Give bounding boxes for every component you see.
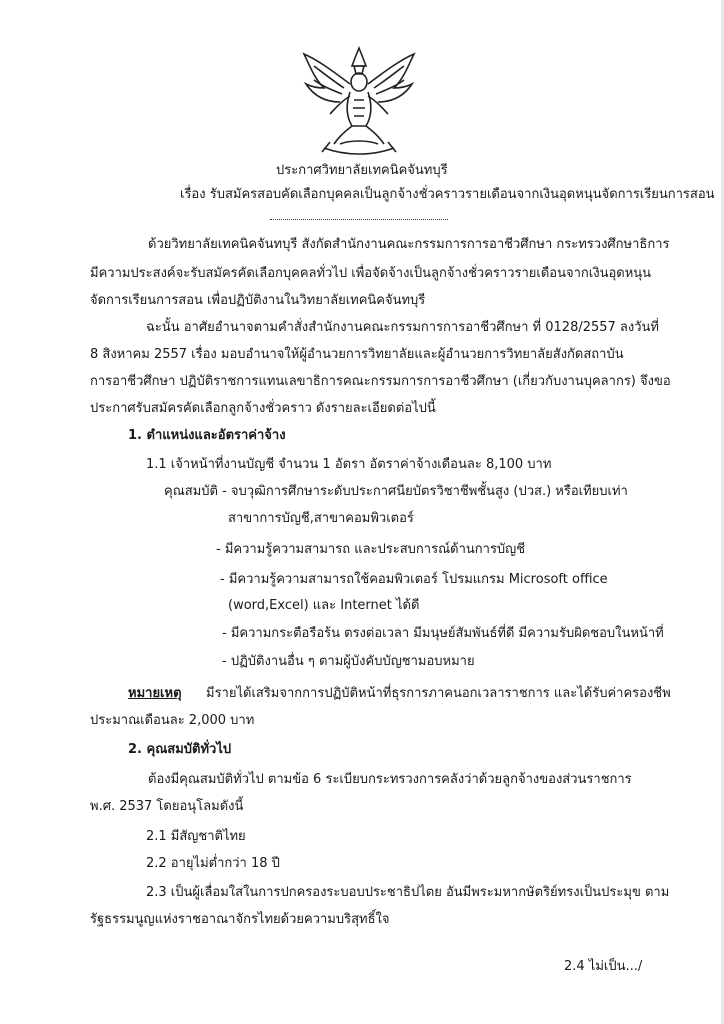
continuation-text: 2.4 ไม่เป็น.../ — [564, 959, 643, 974]
general-line-2: พ.ศ. 2537 โดยอนุโลมดังนี้ — [90, 799, 244, 814]
qualification-line-1: คุณสมบัติ - จบวุฒิการศึกษาระดับประกาศนียบัตรวิชาชีพชั้นสูง (ปวส.) หรือเทียบเท่า — [164, 484, 628, 499]
note-line-1: มีรายได้เสริมจากการปฏิบัติหน้าที่ธุรการภาคนอกเวลาราชการ และได้รับค่าครองชีพ — [206, 686, 671, 701]
para1-line-2: มีความประสงค์จะรับสมัครคัดเลือกบุคคลทั่วไป เพื่อจัดจ้างเป็นลูกจ้างชั่วคราวรายเดือนจากเงินอุดหนุน — [90, 266, 652, 281]
item-2-3-line-1: 2.3 เป็นผู้เลื่อมใสในการปกครองระบอบประชาธิปไตย อันมีพระมหากษัตริย์ทรงเป็นประมุข ตาม — [146, 885, 670, 900]
qualification-line-3: - มีความรู้ความสามารถ และประสบการณ์ด้านการบัญชี — [216, 542, 526, 557]
section1-heading: 1. ตำแหน่งและอัตราค่าจ้าง — [128, 428, 286, 443]
title-divider — [270, 219, 448, 220]
item-2-1: 2.1 มีสัญชาติไทย — [146, 829, 246, 844]
garuda-emblem-icon — [300, 44, 418, 156]
qualification-line-4: - มีความรู้ความสามารถใช้คอมพิวเตอร์ โปรมแกรม Microsoft office — [220, 572, 608, 587]
para2-line-2: 8 สิงหาคม 2557 เรื่อง มอบอำนาจให้ผู้อำนวยการวิทยาลัยและผู้อำนวยการวิทยาลัยสังกัดสถาบัน — [90, 347, 624, 362]
qualification-line-2: สาขาการบัญชี,สาขาคอมพิวเตอร์ — [228, 511, 414, 526]
para2-line-1: ฉะนั้น อาศัยอำนาจตามคำสั่งสำนักงานคณะกรรมการการอาชีวศึกษา ที่ 0128/2557 ลงวันที่ — [146, 320, 660, 335]
qualification-line-6: - มีความกระตือรือร้น ตรงต่อเวลา มีมนุษย์สัมพันธ์ที่ดี มีความรับผิดชอบในหน้าที่ — [222, 626, 664, 641]
subject-line: เรื่อง รับสมัครสอบคัดเลือกบุคคลเป็นลูกจ้างชั่วคราวรายเดือนจากเงินอุดหนุนจัดการเรียนการสอน — [180, 187, 715, 202]
para1-line-1: ด้วยวิทยาลัยเทคนิคจันทบุรี สังกัดสำนักงานคณะกรรมการการอาชีวศึกษา กระทรวงศึกษาธิการ — [148, 237, 670, 252]
item-2-2: 2.2 อายุไม่ต่ำกว่า 18 ปี — [146, 856, 280, 871]
general-line-1: ต้องมีคุณสมบัติทั่วไป ตามข้อ 6 ระเบียบกระทรวงการคลังว่าด้วยลูกจ้างของส่วนราชการ — [148, 772, 632, 787]
para1-line-3: จัดการเรียนการสอน เพื่อปฏิบัติงานในวิทยาลัยเทคนิคจันทบุรี — [90, 293, 426, 308]
qualification-line-7: - ปฏิบัติงานอื่น ๆ ตามผู้บังคับบัญชามอบหมาย — [222, 654, 475, 669]
section2-heading: 2. คุณสมบัติทั่วไป — [128, 742, 232, 757]
para2-line-3: การอาชีวศึกษา ปฏิบัติราชการแทนเลขาธิการคณะกรรมการการอาชีวศึกษา (เกี่ยวกับงานบุคลากร) จึงขอ — [90, 374, 671, 389]
position-line: 1.1 เจ้าหน้าที่งานบัญชี จำนวน 1 อัตรา อัตราค่าจ้างเดือนละ 8,100 บาท — [146, 457, 552, 472]
item-2-3-line-2: รัฐธรรมนูญแห่งราชอาณาจักรไทยด้วยความบริสุทธิ์ใจ — [90, 912, 390, 927]
para2-line-4: ประกาศรับสมัครคัดเลือกลูกจ้างชั่วคราว ดังรายละเอียดต่อไปนี้ — [90, 401, 436, 416]
header-title: ประกาศวิทยาลัยเทคนิคจันทบุรี — [276, 163, 448, 178]
qualification-line-5: (word,Excel) และ Internet ได้ดี — [228, 598, 420, 613]
note-line-2: ประมาณเดือนละ 2,000 บาท — [90, 713, 255, 728]
note-label: หมายเหตุ — [128, 686, 182, 701]
